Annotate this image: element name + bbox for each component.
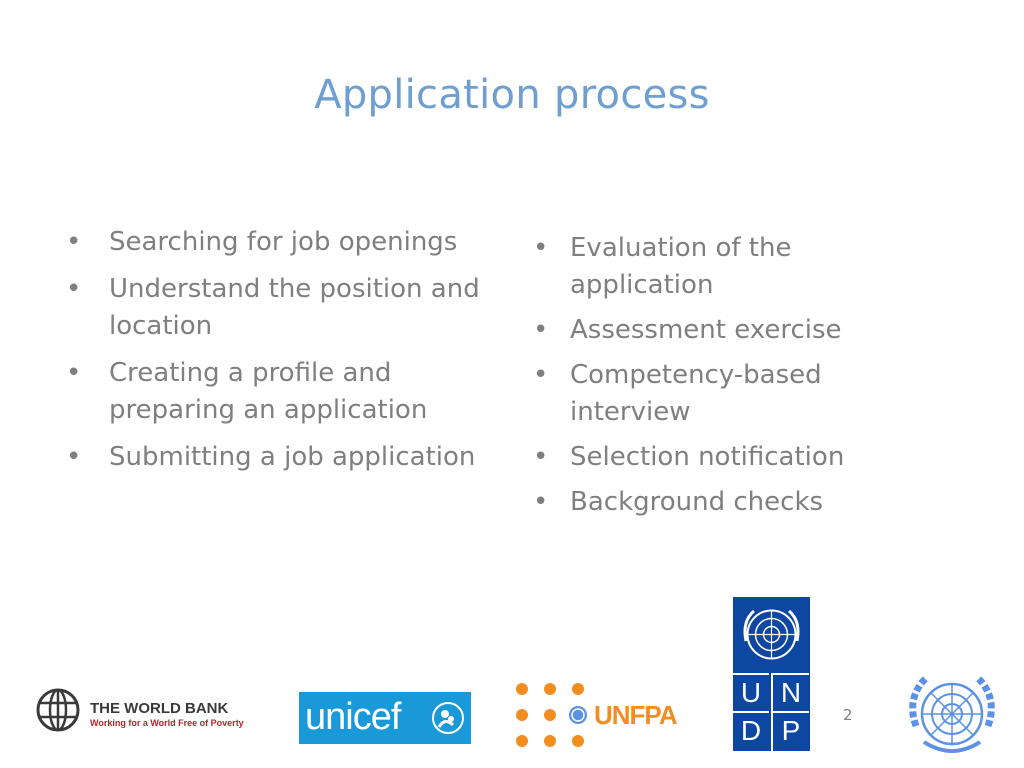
bullet-icon: • bbox=[66, 274, 82, 304]
list-item bbox=[533, 312, 913, 349]
list-item bbox=[66, 355, 506, 429]
list-item-text: Evaluation of the application bbox=[570, 233, 792, 300]
undp-divider bbox=[771, 673, 773, 751]
page-number: 2 bbox=[843, 706, 853, 724]
unfpa-wordmark: UNFPA bbox=[594, 700, 677, 730]
undp-letter-u: U bbox=[733, 673, 769, 711]
list-item-text: Understand the position and location bbox=[109, 274, 480, 341]
bullet-icon: • bbox=[66, 358, 82, 388]
world-bank-name: THE WORLD BANK bbox=[90, 700, 229, 717]
bullet-icon: • bbox=[66, 442, 82, 472]
slide-title: Application process bbox=[314, 72, 710, 118]
list-item bbox=[66, 271, 506, 345]
bullet-icon: • bbox=[533, 442, 549, 472]
list-item-text: Submitting a job application bbox=[109, 442, 476, 472]
list-item-text: Searching for job openings bbox=[109, 227, 458, 257]
world-bank-globe-icon bbox=[36, 688, 80, 732]
bullet-icon: • bbox=[533, 360, 549, 390]
left-bullet-list bbox=[66, 224, 506, 486]
list-item bbox=[66, 439, 506, 476]
unfpa-dots-icon bbox=[512, 680, 596, 750]
bullet-icon: • bbox=[533, 315, 549, 345]
bullet-icon: • bbox=[533, 487, 549, 517]
world-bank-logo bbox=[36, 688, 256, 734]
unicef-wordmark: unicef bbox=[305, 696, 401, 738]
unicef-logo bbox=[299, 692, 471, 744]
list-item-text: Assessment exercise bbox=[570, 315, 842, 345]
un-emblem-icon bbox=[904, 668, 1000, 764]
undp-letter-d: D bbox=[733, 711, 769, 749]
list-item bbox=[533, 484, 913, 521]
list-item bbox=[533, 439, 913, 476]
bullet-icon: • bbox=[533, 233, 549, 263]
list-item bbox=[533, 230, 913, 304]
list-item-text: Selection notification bbox=[570, 442, 845, 472]
list-item-text: Creating a profile and preparing an application bbox=[109, 358, 428, 425]
list-item-text: Background checks bbox=[570, 487, 824, 517]
list-item bbox=[66, 224, 506, 261]
unicef-emblem-icon bbox=[431, 701, 465, 735]
unfpa-logo bbox=[512, 680, 677, 750]
undp-letter-p: P bbox=[773, 711, 809, 749]
bullet-icon: • bbox=[66, 227, 82, 257]
list-item-text: Competency-based interview bbox=[570, 360, 822, 427]
world-bank-tagline: Working for a World Free of Poverty bbox=[90, 718, 244, 728]
undp-logo bbox=[733, 597, 810, 751]
un-emblem-icon bbox=[738, 601, 805, 668]
list-item bbox=[533, 357, 913, 431]
undp-letter-n: N bbox=[773, 673, 809, 711]
right-bullet-list bbox=[533, 230, 913, 529]
